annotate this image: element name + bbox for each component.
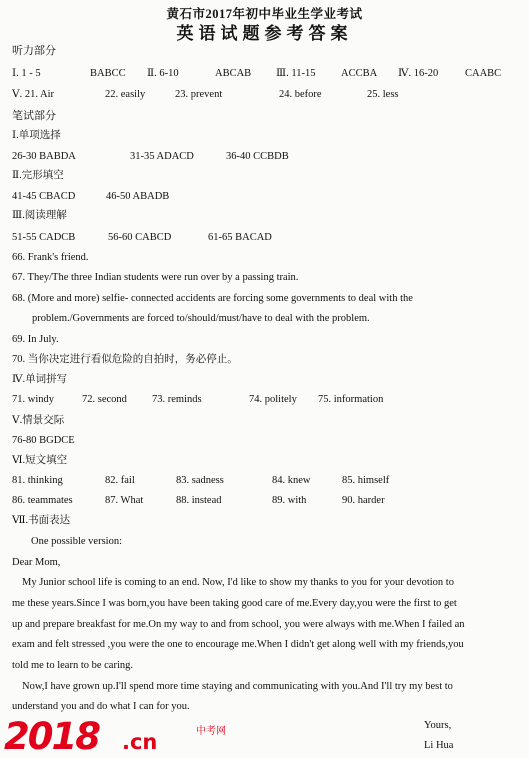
letter-paragraph-1-line-5: told me to learn to be caring. [12,660,134,671]
letter-greeting: Dear Mom, [12,557,61,568]
letter-paragraph-1-line-4: exam and felt stressed ,you were the one to encourage me.When I didn't get along well with my friends,you [12,639,464,650]
answer-sheet: 黄石市2017年初中毕业生学业考试 英语试题参考答案 听力部分 Ⅰ. 1 - 5 BABCC Ⅱ. 6-10 ABCAB Ⅲ. 11-15 ACCBA Ⅳ. 16-20 CAABC Ⅴ. 21. Air 22. easily 23. prevent 24. before 25. less 笔试部分 Ⅰ.单项选择 26-30 BABDA 31-35 ADACD 36-40 CCBDB Ⅱ.完形填空 41-45 CBACD 46-50 ABADB Ⅲ.阅读理解 51-55 CADCB 56-60 CABCD 61-65 BACAD 66. Frank's friend. 67. They/The three Indian students were run over by a passing train. 68. (More and more) selfie- connected accidents are forcing some governments to deal with the problem./Governments are forced to/should/must/have to deal with the problem. 69. In July. 70. 当你决定进行看似危险的自拍时，务必停止。 Ⅳ.单词拼写 71. windy 72. second 73. reminds 74. politely 75. information Ⅴ.情景交际 76-80 BGDCE Ⅵ.短文填空 81. thinking 82. fail 83. sadness 84. knew 85. himself 86. teammates 87. What 88. instead 89. with 90. harder Ⅶ.书面表达 One possible version: Dear Mom, My Junior school life is coming to an end. Now, I'd like to show my thanks to you for your devotion to me these years.Since I was born,you have been taking good care of me.Every day,you were the first to get up and prepare breakfast for me.On my way to and from school, you were always with me.When I failed an exam and felt stressed ,you were the one to encourage me.When I didn't get along well with my friends,you told me to learn to be caring. Now,I have grown up.I'll spend more time staying and communicating with you.And I'll try my best to understand you and do what I can for you. Yours, Li Hua 2018 .cn 中考网 [0,0,529,755]
letter-closing: Yours, [424,720,452,731]
answer-69: 69. In July. [12,334,59,345]
watermark-overlay-text: 中考网 [196,726,226,737]
answer-70: 70. 当你决定进行看似危险的自拍时，务必停止。 [12,354,238,365]
answer-67: 67. They/The three Indian students were run over by a passing train. [12,272,299,283]
section-1-title: Ⅰ.单项选择 [12,130,61,141]
letter-signature: Li Hua [424,740,454,751]
possible-version-label: One possible version: [31,536,122,547]
exam-title: 黄石市2017年初中毕业生学业考试 [166,7,363,21]
section-2-title: Ⅱ.完形填空 [12,170,64,181]
letter-paragraph-1-line-2: me these years.Since I was born,you have been taking good care of me.Every day,you were the first to get [12,598,457,609]
section-5-answers: 76-80 BGDCE [12,435,75,446]
letter-paragraph-2-line-1: Now,I have grown up.I'll spend more time staying and communicating with you.And I'll try my best to [22,681,453,692]
section-6-title: Ⅵ.短文填空 [12,455,68,466]
answer-68-line-2: problem./Governments are forced to/should/must/have to deal with the problem. [32,313,370,324]
listening-heading: 听力部分 [12,45,56,57]
section-7-title: Ⅶ.书面表达 [12,515,71,526]
section-5-title: Ⅴ.情景交际 [12,415,65,426]
letter-paragraph-1-line-3: up and prepare breakfast for me.On my way to and from school, you were always with me.When I failed an [12,619,465,630]
letter-paragraph-1-line-1: My Junior school life is coming to an end. Now, I'd like to show my thanks to you for your devotion to [22,577,454,588]
written-heading: 笔试部分 [12,110,56,122]
section-3-title: Ⅲ.阅读理解 [12,210,67,221]
section-4-title: Ⅳ.单词拼写 [12,374,68,385]
site-watermark-logo: 2018 .cn [4,715,158,758]
answer-68-line-1: 68. (More and more) selfie- connected accidents are forcing some governments to deal with the [12,293,413,304]
answer-66: 66. Frank's friend. [12,252,89,263]
answer-key-title: 英语试题参考答案 [176,24,353,43]
letter-paragraph-2-line-2: understand you and do what I can for you. [12,701,190,712]
